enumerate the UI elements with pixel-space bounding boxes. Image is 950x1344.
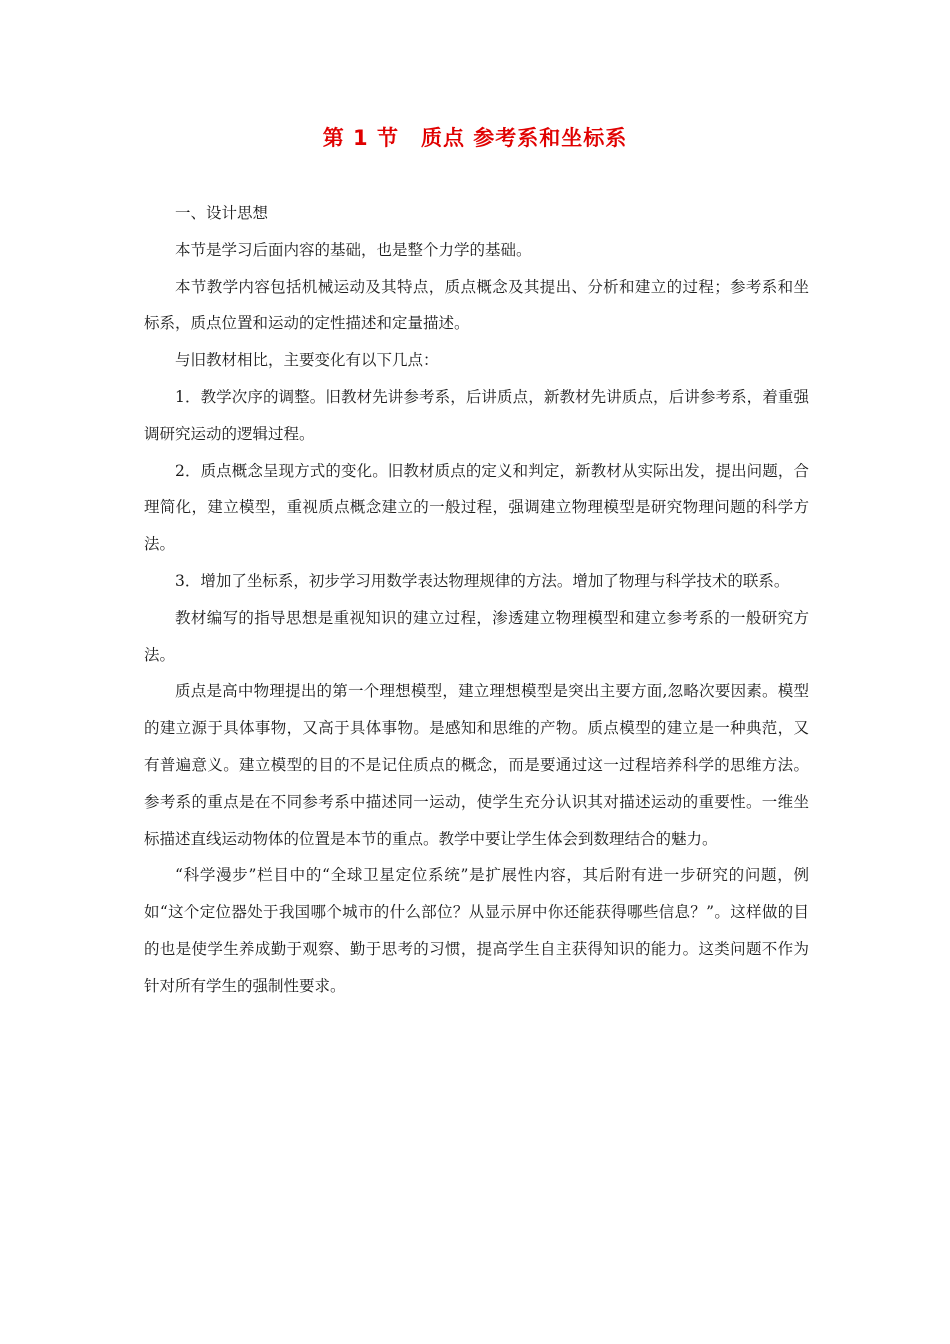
- paragraph: 教材编写的指导思想是重视知识的建立过程，渗透建立物理模型和建立参考系的一般研究方法。: [144, 608, 809, 664]
- paragraph: 与旧教材相比，主要变化有以下几点：: [175, 351, 439, 370]
- paragraph: 本节是学习后面内容的基础，也是整个力学的基础。: [175, 240, 532, 259]
- paragraph: 质点是高中物理提出的第一个理想模型，建立理想模型是突出主要方面,忽略次要因素。模型的建立源于具体事物，又高于具体事物。是感知和思维的产物。质点模型的建立是一种典范，又有普遍意义。建立模型的目的不是记住质点的概念，而是要通过这一过程培养科学的思维方法。参考系的重点是在不同参考系中描述同一运动，使学生充分认识其对描述运动的重要性。一维坐标描述直线运动物体的位置是本节的重点。教学中要让学生体会到数理结合的魅力。: [144, 682, 809, 848]
- paragraph: 本节教学内容包括机械运动及其特点，质点概念及其提出、分析和建立的过程；参考系和坐标系，质点位置和运动的定性描述和定量描述。: [144, 277, 809, 333]
- list-item: 1．教学次序的调整。旧教材先讲参考系，后讲质点，新教材先讲质点，后讲参考系，着重强调研究运动的逻辑过程。: [144, 387, 809, 443]
- paragraph: “科学漫步”栏目中的“全球卫星定位系统”是扩展性内容，其后附有进一步研究的问题，例如“这个定位器处于我国哪个城市的什么部位？从显示屏中你还能获得哪些信息？”。这样做的目的也是使学生养成勤于观察、勤于思考的习惯，提高学生自主获得知识的能力。这类问题不作为针对所有学生的强制性要求。: [144, 866, 809, 995]
- list-item: 2．质点概念呈现方式的变化。旧教材质点的定义和判定，新教材从实际出发，提出问题，合理简化，建立模型，重视质点概念建立的一般过程，强调建立物理模型是研究物理问题的科学方法。: [144, 461, 809, 554]
- section-title: 第 1 节 质点 参考系和坐标系: [322, 126, 628, 150]
- list-item: 3．增加了坐标系，初步学习用数学表达物理规律的方法。增加了物理与科学技术的联系。: [175, 571, 790, 590]
- document-body: [144, 195, 809, 1005]
- section-heading: 一、设计思想: [175, 204, 269, 222]
